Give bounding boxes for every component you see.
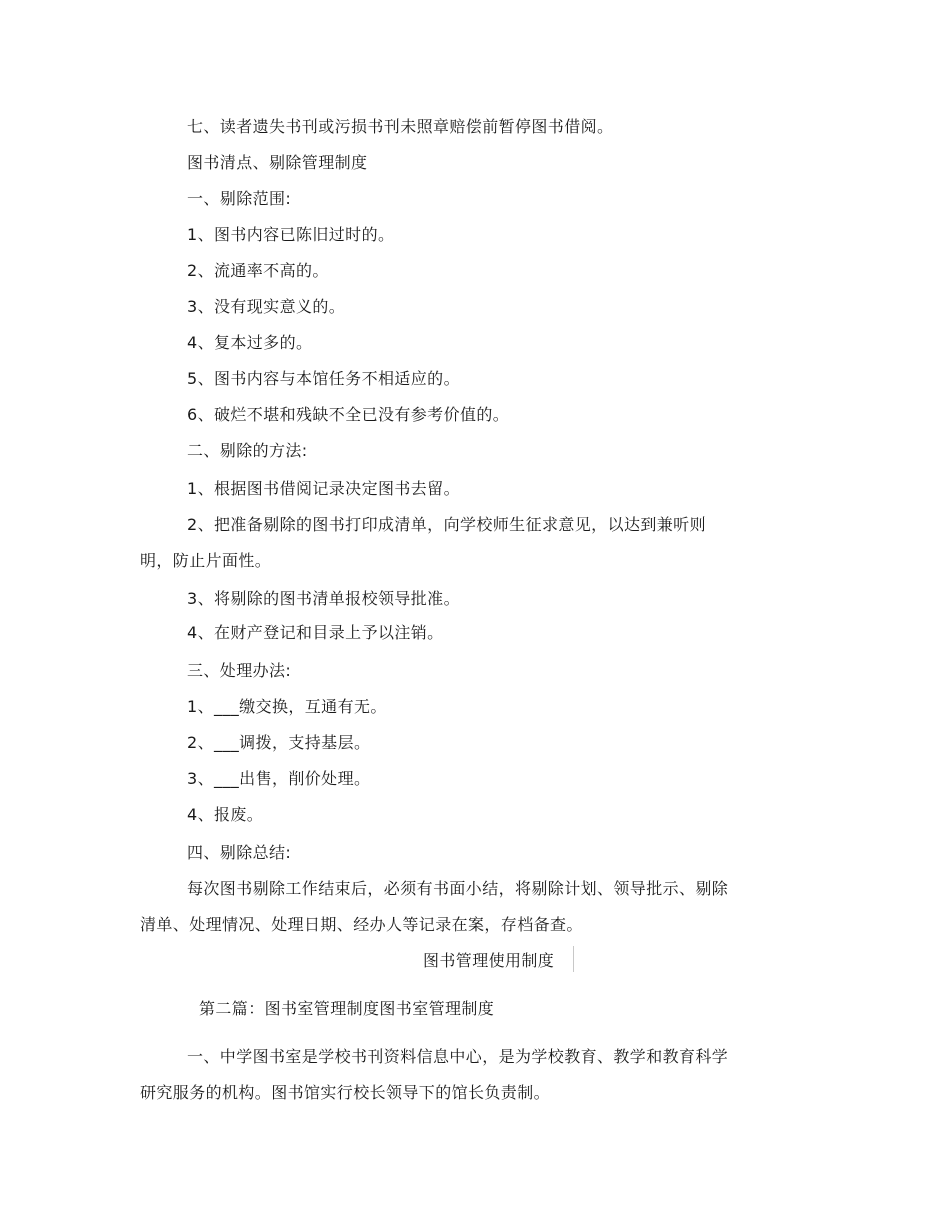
- list-item: 6、破烂不堪和残缺不全已没有参考价值的。: [187, 405, 510, 424]
- list-item: 2、流通率不高的。: [187, 261, 329, 280]
- list-item: 2、把准备剔除的图书打印成清单，向学校师生征求意见，以达到兼听则: [187, 515, 706, 534]
- subheading-method: 二、剔除的方法:: [187, 441, 308, 460]
- rule-item-7: 七、读者遗失书刊或污损书刊未照章赔偿前暂停图书借阅。: [187, 117, 614, 136]
- list-item: 1、___缴交换，互通有无。: [187, 697, 387, 716]
- list-item: 3、将剔除的图书清单报校领导批准。: [187, 589, 460, 608]
- list-item-continuation: 明，防止片面性。: [140, 551, 272, 570]
- list-item: 4、在财产登记和目录上予以注销。: [187, 623, 444, 642]
- paragraph: 一、中学图书室是学校书刊资料信息中心，是为学校教育、教学和教育科学: [187, 1047, 729, 1066]
- list-item: 4、报废。: [187, 805, 264, 824]
- section-heading: 图书清点、剔除管理制度: [187, 153, 368, 172]
- list-item: 4、复本过多的。: [187, 333, 313, 352]
- list-item: 5、图书内容与本馆任务不相适应的。: [187, 369, 460, 388]
- subheading-summary: 四、剔除总结:: [187, 843, 292, 862]
- list-item: 1、根据图书借阅记录决定图书去留。: [187, 479, 460, 498]
- list-item: 3、没有现实意义的。: [187, 297, 346, 316]
- subheading-handling: 三、处理办法:: [187, 661, 292, 680]
- list-item: 1、图书内容已陈旧过时的。: [187, 225, 395, 244]
- list-item: 3、___出售，削价处理。: [187, 769, 371, 788]
- paragraph: 每次图书剔除工作结束后，必须有书面小结，将剔除计划、领导批示、剔除: [187, 879, 729, 898]
- list-item: 2、___调拨，支持基层。: [187, 733, 371, 752]
- paragraph-continuation: 清单、处理情况、处理日期、经办人等记录在案，存档备查。: [140, 915, 583, 934]
- paragraph-continuation: 研究服务的机构。图书馆实行校长领导下的馆长负责制。: [140, 1083, 551, 1102]
- text-cursor-divider: [573, 946, 574, 972]
- chapter-title: 第二篇：图书室管理制度图书室管理制度: [199, 999, 495, 1018]
- subheading-scope: 一、剔除范围:: [187, 189, 292, 208]
- centered-title: 图书管理使用制度: [423, 951, 555, 970]
